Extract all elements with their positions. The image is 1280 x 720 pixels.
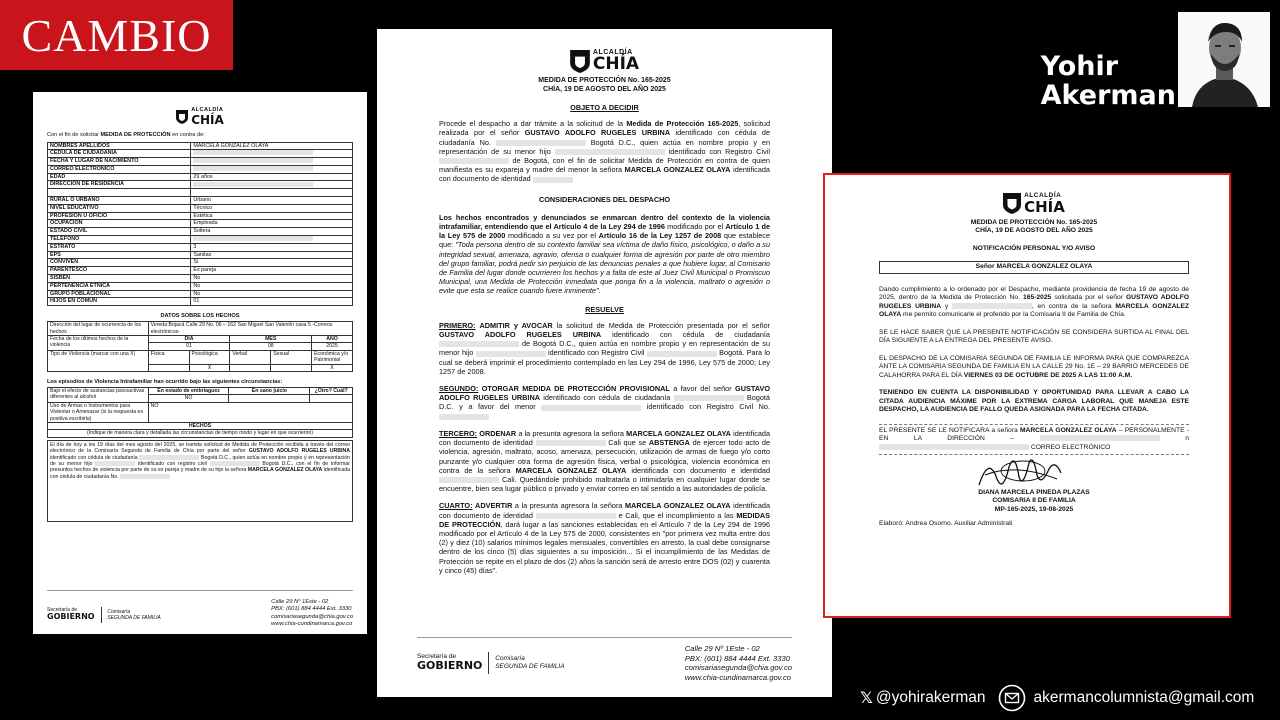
footer-addr-2: PBX: (601) 884 4444 Ext. 3330 bbox=[271, 606, 352, 613]
form-key: TELEFONO bbox=[48, 235, 191, 243]
addressee-box: Señor MARCELA GONZALEZ OLAYA bbox=[879, 261, 1189, 274]
form-key: NOMBRES APELLIDOS bbox=[48, 142, 191, 150]
form-value: No bbox=[191, 290, 353, 298]
x-icon: 𝕏 bbox=[860, 690, 873, 707]
form-row bbox=[48, 228, 353, 236]
footer-gobierno: GOBIERNO bbox=[47, 612, 95, 621]
redaction bbox=[439, 341, 519, 347]
document-notification bbox=[823, 173, 1231, 618]
tipo-psicologica: Psicológica bbox=[189, 350, 230, 364]
notification-title: NOTIFICACIÓN PERSONAL Y/O AVISO bbox=[972, 244, 1096, 252]
text: ADVERTIR bbox=[475, 501, 513, 511]
form-row bbox=[48, 267, 353, 275]
form-row bbox=[48, 150, 353, 158]
redaction bbox=[95, 461, 135, 466]
form-intro bbox=[47, 132, 353, 138]
form-key: PROFESIÓN U OFICIO bbox=[48, 212, 191, 220]
redaction bbox=[533, 177, 573, 183]
text: MARCELA GONZALEZ OLAYA bbox=[515, 465, 627, 475]
text: OTORGAR MEDIDA DE PROTECCIÓN PROVISIONAL bbox=[481, 384, 670, 394]
text: MARCELA GONZALEZ OLAYA bbox=[879, 302, 1190, 318]
form-value: 01 bbox=[191, 298, 353, 306]
form-value: No bbox=[191, 282, 353, 290]
dir-value: Vereda Bojacá Calle 29 No. 06 – 162 San Miguel San Valentín casa 5 -Correos electrónicos- bbox=[148, 322, 352, 336]
contact-footer bbox=[860, 684, 1254, 712]
mark-fisica bbox=[148, 364, 189, 371]
text: GUSTAVO ADOLFO RUGELES URBINA bbox=[439, 384, 771, 403]
footer-secretaria: Secretaría de bbox=[417, 652, 457, 660]
form-key: DIRECCIÓN DE RESIDENCIA bbox=[48, 181, 191, 189]
text: de Bogotá, con el fin de solicitar Medida de Protección en contra de quien manifiesta es su expareja y madre del menor la señora bbox=[439, 156, 770, 175]
footer-addr-1: Calle 29 Nº 1Este - 02 bbox=[684, 644, 760, 653]
alcaldia-logo bbox=[47, 108, 353, 126]
redaction bbox=[674, 395, 744, 401]
text: – PERSONALMENTE - EN LA DIRECCIÓN – bbox=[879, 426, 1190, 442]
form-value: No bbox=[191, 274, 353, 282]
text: Procede el despacho a dar trámite a la solicitud de la bbox=[439, 119, 624, 129]
sano-header: En sano juicio bbox=[229, 387, 310, 394]
text: identificado con Registro Civil bbox=[668, 146, 771, 156]
form-row bbox=[48, 274, 353, 282]
form-row bbox=[48, 196, 353, 204]
consideraciones-title: CONSIDERACIONES DEL DESPACHO bbox=[538, 194, 671, 204]
episodios-title: Los episodios de Violencia Intrafamiliar han ocurrido bajo las siguientes circunstancias: bbox=[47, 378, 283, 385]
text: Los hechos encontrados y denunciados se enmarcan dentro del contexto de la violencia intrafamiliar, entendiendo que el Artículo 4 de la Ley 294 de 1996 bbox=[439, 212, 770, 232]
form-value: Si bbox=[191, 259, 353, 267]
segundo-paragraph bbox=[439, 384, 770, 421]
form-key: RURAL O URBANO bbox=[48, 196, 191, 204]
alcaldia-logo bbox=[879, 193, 1189, 215]
footer-address bbox=[271, 599, 353, 630]
form-row bbox=[48, 204, 353, 212]
footer-address bbox=[685, 644, 792, 681]
text: ORDENAR bbox=[479, 428, 517, 438]
footer-segunda: SEGUNDA DE FAMILIA bbox=[107, 614, 161, 621]
text: MARCELA GONZALEZ OLAYA bbox=[626, 428, 731, 438]
text: CORREO ELECTRÓNICO bbox=[1030, 443, 1111, 451]
text: solicitada por el señor bbox=[1054, 294, 1123, 301]
text: VIERNES 03 DE OCTUBRE DE 2025 A LAS 11:00 A.M. bbox=[963, 371, 1133, 379]
text: modificado a su vez por el bbox=[507, 231, 596, 241]
hechos-text-2: identificado con cédula de ciudadanía bbox=[50, 454, 138, 461]
redaction bbox=[120, 474, 170, 479]
footer-gobierno: GOBIERNO bbox=[417, 659, 483, 673]
signer-name: DIANA MARCELA PINEDA PLAZAS bbox=[978, 489, 1090, 496]
text: a favor del señor bbox=[673, 384, 732, 394]
text: MARCELA GONZALEZ OLAYA bbox=[624, 165, 731, 175]
otro-header: ¿Otro? Cuál? bbox=[310, 387, 353, 394]
text: EL DESPACHO DE LA COMISARIA SEGUNDA DE FAMILIA LE INFORMA PARA QUE COMPAREZCA ANTE LA COMISARIA SEGUNDA DE FAMILIA EN LA CALLE 29 No. 1E – 29 BARRIO MERCEDES DE CALAHORRA PARA EL DÍA bbox=[879, 354, 1189, 379]
footer-segunda: SEGUNDA DE FAMILIA bbox=[495, 662, 565, 670]
text: MARCELA GONZALEZ OLAYA bbox=[624, 501, 731, 511]
tipo-economica: Económica y/o Patrimonial bbox=[312, 350, 353, 364]
dia-header: DÍA bbox=[148, 335, 230, 342]
form-value: Técnico bbox=[191, 204, 353, 212]
logo-line1: ALCALDÍA bbox=[592, 49, 633, 56]
doc-footer bbox=[47, 590, 353, 630]
form-row bbox=[48, 290, 353, 298]
form-row bbox=[48, 251, 353, 259]
mes-value: 08 bbox=[230, 343, 312, 350]
footer-addr-4: www.chia-cundinamarca.gov.co bbox=[684, 672, 792, 682]
redaction bbox=[952, 303, 1032, 309]
form-value: Soltera bbox=[191, 228, 353, 236]
form-key: GRUPO POBLACIONAL bbox=[48, 290, 191, 298]
redaction bbox=[193, 158, 313, 163]
form-value bbox=[191, 158, 353, 166]
author-first-name: Yohir bbox=[1040, 51, 1119, 82]
text: GUSTAVO ADOLFO RUGELES URBINA bbox=[879, 294, 1190, 310]
text: a la presunta agresora la señora bbox=[518, 428, 624, 438]
form-value: MARCELA GONZALEZ OLAYA bbox=[191, 142, 353, 150]
hechos-name-1: GUSTAVO ADOLFO RUGELES URBINA bbox=[248, 448, 350, 455]
text: ADMITIR y AVOCAR bbox=[479, 320, 553, 330]
logo-line1: ALCALDÍA bbox=[1024, 192, 1062, 199]
email-address[interactable]: akermancolumnista@gmail.com bbox=[1033, 689, 1255, 706]
form-row bbox=[48, 189, 353, 197]
text: Cali. Quedándole prohibido maltratarla o intimidarla en cualquier lugar donde se encuentre, bien sea lugar público o privado y enviar correo en tal sentido a las autoridades de policía. bbox=[439, 474, 771, 494]
gobierno-logo bbox=[47, 599, 161, 630]
notification-paragraph-3 bbox=[879, 355, 1189, 381]
signature-icon bbox=[975, 449, 1065, 495]
dia-value: 01 bbox=[148, 343, 230, 350]
text: a la presunta agresora la señora bbox=[514, 501, 623, 511]
efecto-label: Bajo el efecto de sustancias psicoactivas diferentes al alcohol bbox=[48, 387, 149, 402]
text: GUSTAVO ADOLFO RUGELES URBINA bbox=[524, 128, 671, 138]
text: que establece que: bbox=[439, 231, 771, 250]
mes-header: MES bbox=[230, 335, 312, 342]
author-name bbox=[1041, 52, 1176, 110]
text: MARCELA GONZALEZ OLAYA bbox=[1019, 426, 1117, 434]
form-key: NIVEL EDUCATIVO bbox=[48, 204, 191, 212]
form-row bbox=[48, 259, 353, 267]
form-key: CÉDULA DE CIUDADANÍA bbox=[48, 150, 191, 158]
shield-icon bbox=[1003, 193, 1021, 214]
hechos-table bbox=[47, 321, 353, 372]
form-key: ESTRATO bbox=[48, 243, 191, 251]
form-key: EPS bbox=[48, 251, 191, 259]
notification-header bbox=[879, 219, 1189, 236]
text: Artículo 16 de la Ley 1257 de 2008 bbox=[598, 231, 722, 241]
form-row bbox=[48, 220, 353, 228]
armas-value: NO bbox=[148, 402, 352, 422]
doc-footer bbox=[417, 637, 792, 681]
redaction bbox=[193, 182, 313, 187]
intro-post: en contra de: bbox=[172, 131, 205, 138]
armas-label: Uso de Armas o Instrumentos para Violentar o Amenazar (si la respuesta es positiva escribirla) bbox=[48, 402, 149, 422]
cambio-logo: CAMBIO bbox=[0, 0, 233, 70]
form-value: Empleada bbox=[191, 220, 353, 228]
embriaguez-header: En estado de embriaguez bbox=[148, 387, 229, 394]
mail-icon bbox=[998, 684, 1026, 712]
text: la solicitud de Medida de Protección presentada por el señor bbox=[556, 320, 770, 330]
form-row bbox=[48, 165, 353, 173]
logo-line2: CHÍA bbox=[592, 54, 640, 74]
form-value: Urbano bbox=[191, 196, 353, 204]
form-row bbox=[48, 235, 353, 243]
form-value: Ex pareja bbox=[191, 267, 353, 275]
form-key bbox=[48, 189, 191, 197]
form-row bbox=[48, 212, 353, 220]
text: n bbox=[1185, 435, 1190, 442]
intro-bold: MEDIDA DE PROTECCIÓN bbox=[100, 131, 171, 138]
text: , solicitud realizada por el señor bbox=[439, 119, 771, 138]
redaction bbox=[139, 455, 199, 460]
form-value: Estética bbox=[191, 212, 353, 220]
notification-paragraph-2: SE LE HACE SABER QUE LA PRESENTE NOTIFICACIÓN SE CONSIDERA SURTIDA AL FINAL DEL DÍA SIGUIENTE A LA ENTREGA DEL PRESENTE AVISO. bbox=[879, 328, 1189, 344]
circunstancias-table bbox=[47, 387, 353, 438]
redaction bbox=[193, 166, 313, 171]
hechos-text-3: Bogotá D.C., quien actúa en nombre propio y en representación de su menor hijo bbox=[50, 454, 350, 468]
redaction bbox=[536, 513, 616, 519]
mark-psicologica: X bbox=[189, 364, 230, 371]
form-key: SISBEN bbox=[48, 274, 191, 282]
redaction bbox=[536, 440, 606, 446]
hechos-subheader: (Indique de manera clara y detallada las circunstancias de tiempo modo y lugar en que ocurrieron) bbox=[48, 430, 353, 437]
form-key: FECHA Y LUGAR DE NACIMIENTO bbox=[48, 158, 191, 166]
hechos-section-title: DATOS SOBRE LOS HECHOS bbox=[160, 313, 240, 320]
consideraciones-paragraph bbox=[439, 213, 770, 296]
form-key: ESTADO CIVIL bbox=[48, 228, 191, 236]
hechos-name-2: MARCELA GONZALEZ OLAYA bbox=[247, 467, 323, 474]
form-row bbox=[48, 181, 353, 189]
text: , dará lugar a las sanciones establecidas en el Artículo 7 de la Ley 294 de 1996 modificado por el Artículo 4 de la Ley 575 de 2000, consistentes en "por primera vez multa entre dos (2) y diez (10) salarios mínimos legales mensuales, convertibles en arresto, la cual debe consignarse dentro de los cinco (5) días siguientes a su imposición... Si el incumplimiento de las Medidas de Protección se repite en el plazo de dos (2) años la sanción será de arresto entre DOS (02) y cuarenta y cinco (45) días". bbox=[439, 519, 770, 575]
form-key: HIJOS EN COMÚN bbox=[48, 298, 191, 306]
footer-secretaria: Secretaría de bbox=[47, 607, 78, 613]
text: identificado con cédula de ciudadanía No. bbox=[439, 128, 770, 147]
logo-line2: CHÍA bbox=[1024, 197, 1065, 216]
form-row bbox=[48, 243, 353, 251]
redaction bbox=[439, 414, 489, 420]
tercero-paragraph bbox=[439, 429, 770, 493]
fecha-label: Fecha de los últimos hechos de la violencia bbox=[48, 335, 149, 350]
signer-reference: MP-165-2025, 19-08-2025 bbox=[994, 505, 1074, 513]
redaction bbox=[1040, 435, 1160, 441]
tipo-label: Tipo de Violencia (marcar con una X) bbox=[48, 350, 149, 371]
form-key: OCUPACIÓN bbox=[48, 220, 191, 228]
text: identificada con documento de identidad bbox=[439, 165, 770, 184]
redaction bbox=[193, 150, 313, 155]
text: Bogotá. Para lo cual se deberá imprimir el procedimiento contemplado en las Ley 294 de 1996, Ley 575 de 2000; Ley 1257 de 2008. bbox=[439, 348, 771, 376]
personal-data-table bbox=[47, 142, 353, 307]
text: y bbox=[944, 302, 949, 310]
text: TERCERO: bbox=[439, 428, 478, 438]
shield-icon bbox=[570, 50, 590, 73]
mark-economica: X bbox=[312, 364, 353, 371]
form-value bbox=[191, 189, 353, 197]
hechos-narrative bbox=[47, 440, 353, 522]
logo-line2: CHÍA bbox=[191, 112, 224, 127]
redaction bbox=[193, 236, 313, 241]
hechos-text-6: identificada con cédula de ciudadanía No. bbox=[50, 467, 350, 480]
text: Cali que se bbox=[608, 438, 647, 448]
shield-icon bbox=[176, 110, 188, 124]
form-value: 29 años bbox=[191, 173, 353, 181]
redaction bbox=[541, 405, 641, 411]
text: identificada con documento de identidad bbox=[439, 501, 771, 520]
author-portrait-icon bbox=[1178, 12, 1270, 107]
text: Bogotá D.C., quien actúa en nombre propio y en representación de su menor hijo bbox=[439, 137, 771, 156]
text: identificado con cédula de ciudadanía bbox=[612, 330, 770, 340]
author-photo bbox=[1178, 12, 1270, 107]
footer-comisaria: Comisaría bbox=[495, 654, 525, 662]
form-row bbox=[48, 173, 353, 181]
text: Artículo 1 de la Ley 575 de 2000 bbox=[439, 222, 771, 241]
tipo-fisica: Física bbox=[148, 350, 189, 364]
hechos-text-5: Bogotá D.C., con el fin de informar presuntos hechos de violencia por parte de su ex pareja y madre de su hijo la señora bbox=[50, 461, 350, 474]
form-value: 3 bbox=[191, 243, 353, 251]
form-row bbox=[48, 298, 353, 306]
text: CUARTO: bbox=[439, 501, 473, 511]
anio-header: AÑO bbox=[312, 335, 353, 342]
text: 165-2025 bbox=[1023, 294, 1052, 301]
notification-number: MEDIDA DE PROTECCIÓN No. 165-2025 bbox=[970, 218, 1098, 226]
text: identificado con Registro Civil bbox=[547, 348, 645, 358]
hechos-header: HECHOS bbox=[48, 423, 353, 430]
form-value bbox=[191, 150, 353, 158]
text: Dando cumplimiento a lo ordenado por el Despacho, mediante providencia de fecha 19 de agosto de 2025, dentro de la Medida de Protección No. bbox=[879, 285, 1189, 301]
text: modificado por el bbox=[667, 222, 724, 232]
signer-title: COMISARIA II DE FAMILIA bbox=[992, 497, 1076, 505]
form-row bbox=[48, 158, 353, 166]
form-value bbox=[191, 165, 353, 173]
text: de ejercer todo acto de violencia, agresión, maltrato, acoso, amenaza, persecución, utilización de armas de fuego y/o corto punzante y/o cualquier otra forma de agresión física, verbal o psicológica, violencia económica en contra de la señora bbox=[439, 438, 771, 475]
text: EL PRESENTE SE LE NOTIFICARA a señora bbox=[879, 426, 1018, 434]
form-key: CORREO ELECTRÓNICO bbox=[48, 165, 191, 173]
logo-line1: ALCALDÍA bbox=[191, 107, 224, 113]
embriaguez-value: NO bbox=[148, 395, 229, 402]
footer-comisaria: Comisaría bbox=[107, 608, 131, 615]
form-value bbox=[191, 181, 353, 189]
tipo-verbal: Verbal bbox=[230, 350, 271, 364]
redaction bbox=[210, 461, 260, 466]
text: GUSTAVO ADOLFO RUGELES URBINA bbox=[439, 330, 602, 340]
form-value bbox=[191, 235, 353, 243]
form-row bbox=[48, 142, 353, 150]
tipo-sexual: Sexual bbox=[271, 350, 312, 364]
twitter-handle[interactable]: @yohirakerman bbox=[875, 689, 986, 706]
form-key: CONVIVEN bbox=[48, 259, 191, 267]
document-form bbox=[33, 92, 367, 634]
text: identificado con cédula de ciudadanía bbox=[543, 393, 671, 403]
redaction bbox=[555, 149, 665, 155]
signature-block bbox=[879, 489, 1189, 514]
text: SEGUNDO: bbox=[439, 384, 479, 394]
notification-date: CHÍA, 19 DE AGOSTO DEL AÑO 2025 bbox=[975, 227, 1093, 234]
primero-paragraph bbox=[439, 321, 770, 376]
footer-addr-2: PBX: (601) 884 4444 Ext. 3330 bbox=[684, 653, 790, 663]
intro-pre: Con el fin de solicitar bbox=[47, 131, 99, 138]
text: , en contra de la señora bbox=[1031, 302, 1112, 310]
text: identificada con documento de identidad bbox=[439, 428, 771, 448]
resolution-header bbox=[439, 76, 770, 94]
elaborated-by: Elaboró: Andrea Osorno. Auxiliar Administrati bbox=[879, 520, 1013, 528]
anio-value: 2025 bbox=[312, 343, 353, 350]
text: identificado con Registro Civil No. bbox=[646, 402, 770, 412]
mark-verbal bbox=[230, 364, 271, 371]
gobierno-logo bbox=[417, 644, 565, 681]
text: identificada con documento e identidad bbox=[631, 465, 771, 475]
footer-addr-3: comisariasegunda@chia.gov.co bbox=[684, 663, 792, 673]
redaction bbox=[439, 477, 499, 483]
hechos-text-1: El día de hoy a los 19 días del mes agosto del 2025, se tramita solicitud de Medida de Protección recibida a través del correo electrónico de la Comisaría Segunda de Familia de Chía por parte del señor bbox=[50, 441, 350, 455]
redaction bbox=[496, 140, 586, 146]
form-key: EDAD bbox=[48, 173, 191, 181]
text: MEDIDAS DE PROTECCIÓN bbox=[439, 510, 770, 529]
text: me permito comunicarle el proferido por la Comisaria II de Familia de Chía. bbox=[903, 311, 1126, 318]
cuarto-paragraph bbox=[439, 501, 770, 575]
alcaldia-logo bbox=[439, 49, 770, 73]
resolution-date: CHÍA, 19 DE AGOSTO DEL AÑO 2025 bbox=[543, 86, 666, 93]
notification-paragraph-1 bbox=[879, 286, 1189, 320]
text: e Cali, que el incumplimiento a las bbox=[618, 510, 734, 520]
text: ABSTENGA bbox=[648, 438, 690, 448]
text: "Toda persona dentro de su contexto familiar sea víctima de daño físico, psicológico, o daño a su integridad sexual, amenaza, agravio, ofensa o cualquier forma de agresión por parte de otro miembro del grupo familiar, podrá pedir sin perjuicio de las denuncias penales a que hubiere lugar, al Comisario de Familia del lugar donde ocurrieren los hechos y a falta de este al Juez Civil Municipal o Promiscuo Municipal, una Medida de Protección inmediata que ponga fin a la violencia, maltrato o agresión o evite que esta se realice cuando fuere inminente". bbox=[439, 240, 770, 296]
form-key: PARENTESCO bbox=[48, 267, 191, 275]
text: Bogotá D.C. y a favor del menor bbox=[439, 393, 770, 412]
footer-addr-3: comisariasegunda@chia.gov.co bbox=[271, 613, 353, 620]
mark-sexual bbox=[271, 364, 312, 371]
redaction bbox=[476, 351, 546, 357]
objeto-title: OBJETO A DECIDIR bbox=[570, 103, 639, 112]
redaction bbox=[439, 158, 509, 164]
footer-addr-4: www.chia-cundinamarca.gov.co bbox=[271, 621, 353, 628]
author-last-name: Akerman bbox=[1040, 80, 1176, 111]
notification-paragraph-4: TENIENDO EN CUENTA LA DISPONIBILIDAD Y OPORTUNIDAD PARA LLEVAR A CABO LA CITADA AUDIENCIA MÁXIME POR LA EXTREMA CARGA LABORAL QUE MANEJA ESTE DESPACHO, LA AUDIENCIA DE FALLO QUEDA ASIGNADA PARA LA FECHA CITADA. bbox=[879, 389, 1189, 413]
form-value: Sanitas bbox=[191, 251, 353, 259]
redaction bbox=[647, 351, 717, 357]
form-row bbox=[48, 282, 353, 290]
dir-label: Dirección del lugar de ocurrencia de los hechos bbox=[48, 322, 149, 336]
text: Medida de Protección 165-2025 bbox=[626, 119, 739, 129]
resuelve-title: RESUELVE bbox=[585, 304, 624, 314]
objeto-paragraph bbox=[439, 119, 770, 183]
text: de Bogotá D.C., quien actúa en nombre propio y en representación de su menor hijo bbox=[439, 339, 770, 358]
hechos-text-4: identificado con registro civil bbox=[137, 461, 207, 468]
resolution-number: MEDIDA DE PROTECCIÓN No. 165-2025 bbox=[538, 77, 671, 84]
footer-addr-1: Calle 29 Nº 1Este - 02 bbox=[271, 599, 329, 605]
text: PRIMERO: bbox=[439, 320, 476, 330]
form-key: PERTENENCIA ÉTNICA bbox=[48, 282, 191, 290]
document-resolution bbox=[377, 29, 832, 697]
